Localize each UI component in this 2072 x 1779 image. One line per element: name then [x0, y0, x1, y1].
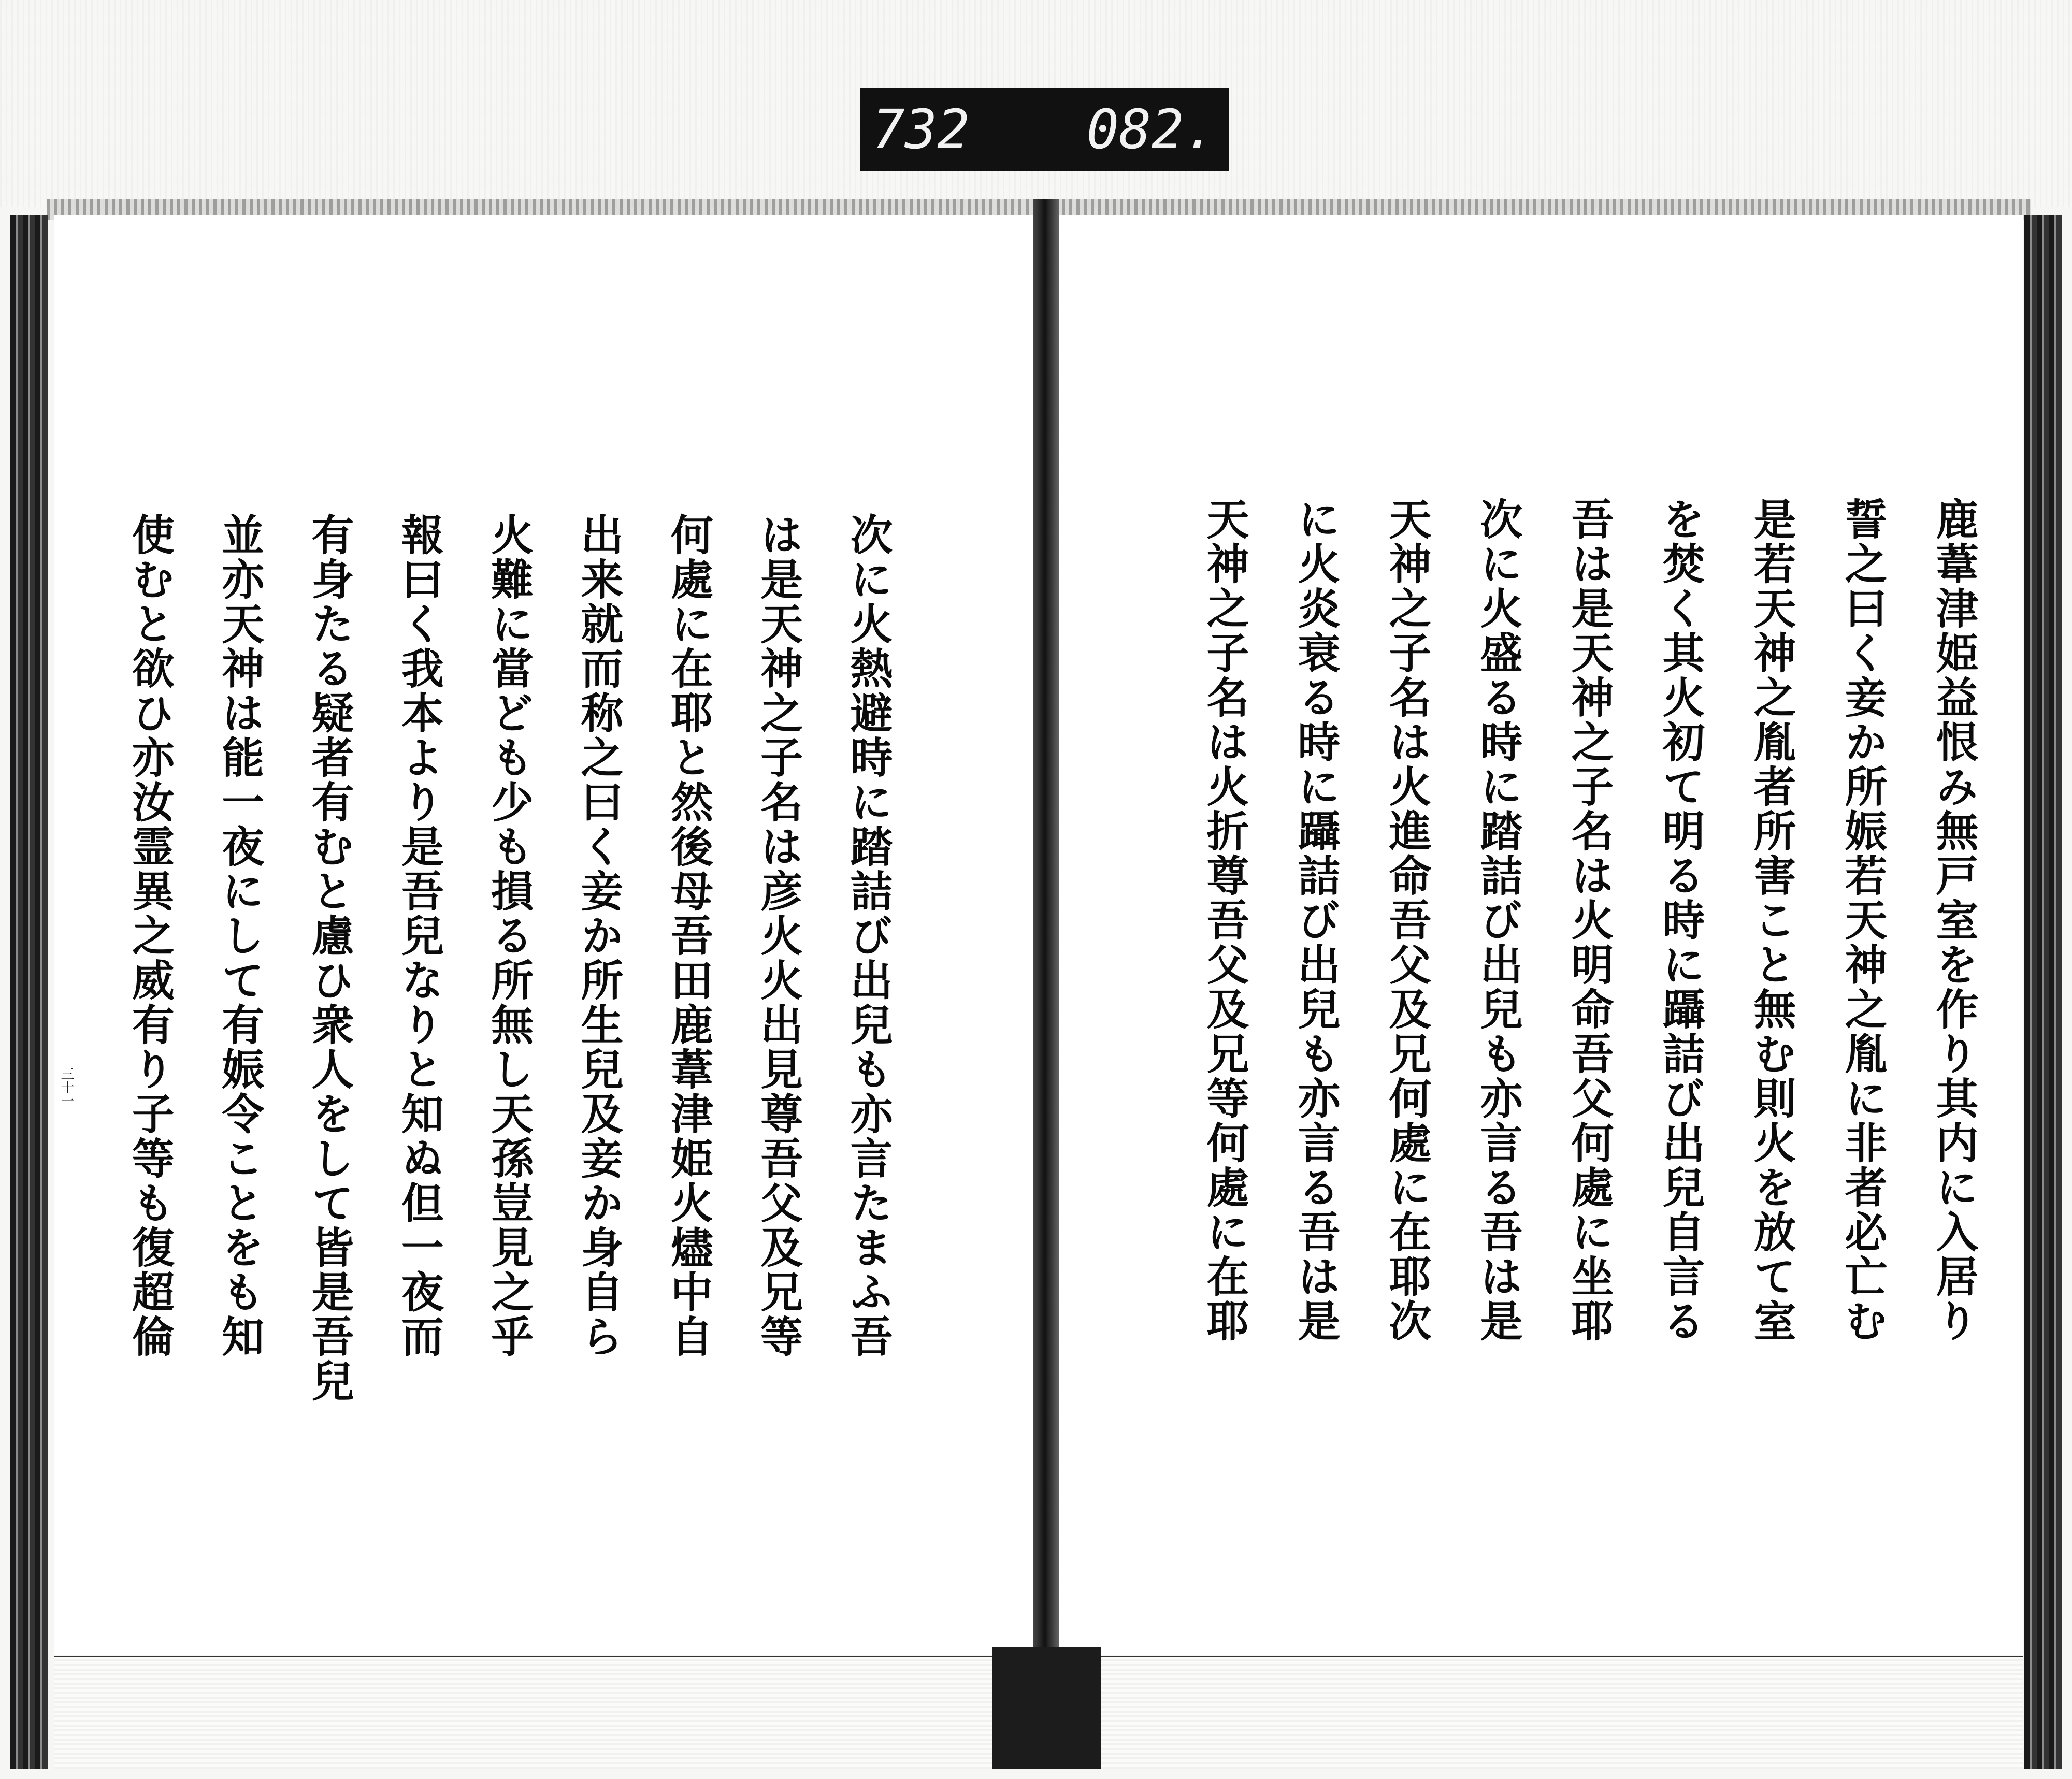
frame-number-right: 082. [1086, 98, 1216, 161]
text-column: 有身たる疑者有むと慮ひ衆人をして皆是吾兒 [305, 513, 355, 1404]
text-column: 吾は是天神之子名は火明命吾父何處に坐耶 [1564, 497, 1614, 1343]
frame-label [860, 88, 1229, 171]
right-page-text [1176, 497, 1999, 1533]
text-column: は是天神之子名は彦火火出見尊吾父及兄等 [753, 513, 803, 1359]
text-column: 次に火盛る時に踏詰び出兒も亦言る吾は是 [1473, 497, 1523, 1343]
text-column: 誓之曰く妾か所娠若天神之胤に非者必亡む [1838, 497, 1888, 1343]
text-column: 次に火熱避時に踏詰び出兒も亦言たまふ吾 [843, 513, 893, 1359]
text-column: 出来就而称之曰く妾か所生兒及妾か身自ら [574, 513, 624, 1359]
left-page-edges [10, 215, 48, 1769]
text-column: 報曰く我本より是吾兒なりと知ぬ但一夜而 [394, 513, 444, 1359]
text-column: 鹿葦津姫益恨み無戸室を作り其内に入居り [1929, 497, 1979, 1343]
text-column: 使むと欲ひ亦汝霊異之威有り子等も復超倫 [125, 513, 175, 1359]
text-column: に火炎衰る時に躡詰び出兒も亦言る吾は是 [1291, 497, 1341, 1343]
text-column: 並亦天神は能一夜にして有娠令ことをも知 [214, 513, 265, 1359]
page-number: 三十一 [59, 1067, 74, 1107]
text-column: 天神之子名は火折尊吾父及兄等何處に在耶 [1200, 497, 1249, 1343]
text-column: 何處に在耶と然後母吾田鹿葦津姫火燼中自 [664, 513, 714, 1359]
frame-number-left: 732 [872, 98, 970, 161]
spine-bottom [992, 1647, 1101, 1769]
book-spine [1033, 199, 1059, 1769]
text-column: 天神之子名は火進命吾父及兄何處に在耶次 [1382, 497, 1432, 1343]
text-column: 是若天神之胤者所害こと無む則火を放て室 [1747, 497, 1796, 1343]
text-column: を焚く其火初て明る時に躡詰び出兒自言る [1656, 497, 1705, 1343]
text-column: 火難に當ども少も損る所無し天孫豈見之乎 [484, 513, 534, 1359]
left-page-text [111, 513, 919, 1523]
right-page-edges [2024, 215, 2062, 1769]
